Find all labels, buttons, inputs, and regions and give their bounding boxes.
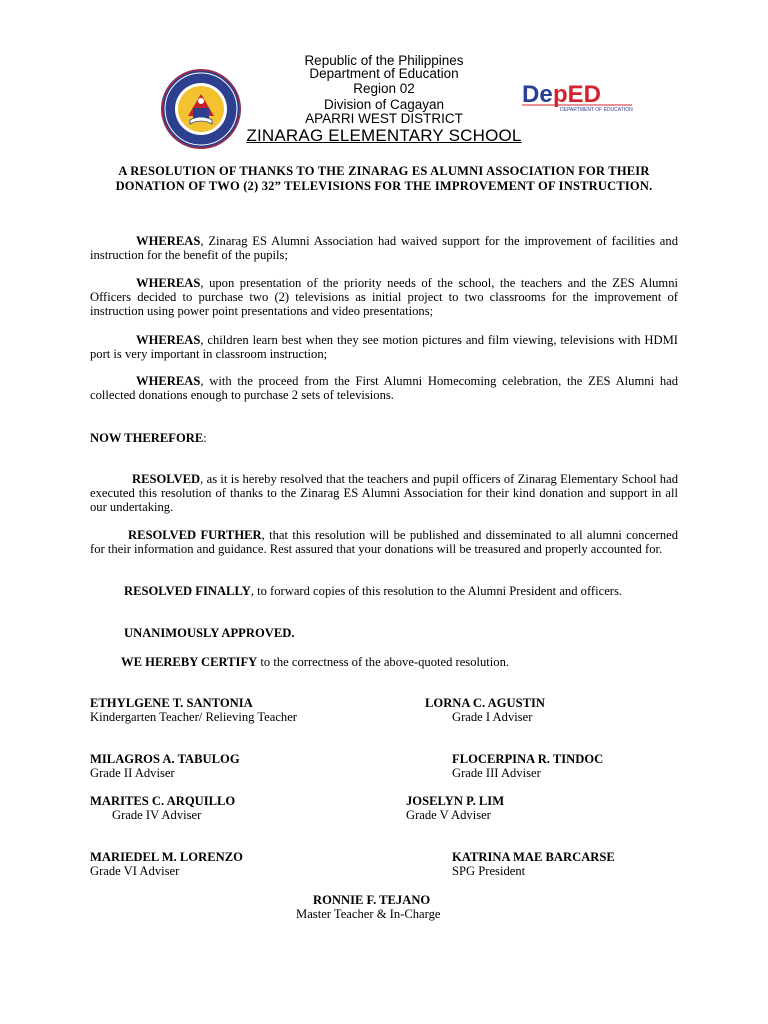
lead-text: WHEREAS: [136, 276, 201, 290]
header-republic: Republic of the Philippines: [304, 53, 464, 68]
header-region: Region 02: [353, 81, 415, 96]
lead-text: WHEREAS: [136, 234, 201, 248]
body-text: , to forward copies of this resolution to the Alumni President and officers.: [250, 584, 623, 598]
paragraph-resolved: [90, 472, 678, 514]
lead-text: WHEREAS: [136, 333, 201, 347]
svg-text:De: De: [522, 81, 553, 108]
body-text: :: [203, 431, 207, 445]
header-division: Division of Cagayan: [323, 97, 445, 112]
signatory-name: RONNIE F. TEJANO: [313, 893, 431, 907]
paragraph-resolved-further: [90, 528, 678, 556]
signatory-role: Grade IV Adviser: [112, 808, 202, 822]
paragraph-whereas-2: [90, 276, 678, 318]
resolution-title: A RESOLUTION OF THANKS TO THE ZINARAG ES ALUMNI ASSOCIATION FOR THEIR DONATION OF TWO (2) 32” TELEVISIONS FOR THE IMPROVEMENT OF INSTRUCTION.: [115, 164, 653, 193]
signatory-name: MARITES C. ARQUILLO: [90, 794, 236, 808]
signatory-role: Grade I Adviser: [452, 710, 533, 724]
signatory-role: Grade II Adviser: [90, 766, 175, 780]
signatory-name: KATRINA MAE BARCARSE: [452, 850, 615, 864]
paragraph-whereas-4: [90, 374, 678, 402]
body-text: , upon presentation of the priority needs of the school, the teachers and the ZES Alumni Officers decided to purchase two (2) televisions as initial project to two classrooms for the improvement of instruction using power point presentations and video presentations;: [90, 276, 678, 318]
signatory-name: MILAGROS A. TABULOG: [90, 752, 240, 766]
signatory-role: Grade VI Adviser: [90, 864, 180, 878]
signatory-role: SPG President: [452, 864, 526, 878]
lead-text: WE HEREBY CERTIFY: [121, 655, 258, 669]
header-district: APARRI WEST DISTRICT: [305, 111, 463, 126]
body-text: to the correctness of the above-quoted resolution.: [257, 655, 510, 669]
signatory-name: LORNA C. AGUSTIN: [425, 696, 546, 710]
deped-logo: [520, 80, 635, 114]
signatory-name: FLOCERPINA R. TINDOC: [452, 752, 604, 766]
signatory-name: MARIEDEL M. LORENZO: [90, 850, 243, 864]
body-text: , that this resolution will be published and disseminated to all alumni concerned for their information and guidance. Rest assured that your donations will be treasured and properly accounted for.: [90, 528, 679, 556]
signatory-name: ETHYLGENE T. SANTONIA: [90, 696, 253, 710]
paragraph-whereas-3: [90, 333, 678, 361]
body-text: , Zinarag ES Alumni Association had waived support for the improvement of facilities and instruction for the benefit of the pupils;: [90, 234, 678, 262]
paragraph-whereas-1: [90, 234, 678, 262]
body-text: , with the proceed from the First Alumni Homecoming celebration, the ZES Alumni had collected donations enough to purchase 2 sets of televisions.: [90, 374, 678, 402]
header-department: Department of Education: [309, 66, 459, 81]
certify-statement: [121, 655, 509, 669]
signatory-name: JOSELYN P. LIM: [406, 794, 505, 808]
svg-text:DEPARTMENT OF EDUCATION: DEPARTMENT OF EDUCATION: [560, 107, 633, 113]
signatory-role: Master Teacher & In-Charge: [296, 907, 441, 921]
lead-text: RESOLVED FINALLY: [124, 584, 251, 598]
school-name: ZINARAG ELEMENTARY SCHOOL: [246, 126, 522, 145]
lead-text: RESOLVED FURTHER: [128, 528, 262, 542]
lead-text: NOW THEREFORE: [90, 431, 204, 445]
now-therefore: [90, 431, 678, 445]
unanimously-approved: UNANIMOUSLY APPROVED.: [124, 626, 295, 640]
svg-text:pED: pED: [553, 81, 601, 108]
body-text: , as it is hereby resolved that the teachers and pupil officers of Zinarag Elementary School had executed this resolution of thanks to the Zinarag ES Alumni Association for their kind donation and support in all our undertaking.: [90, 472, 678, 514]
lead-text: RESOLVED: [132, 472, 201, 486]
signatory-role: Grade V Adviser: [406, 808, 491, 822]
signatory-role: Kindergarten Teacher/ Relieving Teacher: [90, 710, 297, 724]
signatory-role: Grade III Adviser: [452, 766, 541, 780]
paragraph-resolved-finally: [90, 584, 678, 598]
body-text: , children learn best when they see motion pictures and film viewing, televisions with HDMI port is very important in classroom instruction;: [90, 333, 678, 361]
lead-text: WHEREAS: [136, 374, 201, 388]
